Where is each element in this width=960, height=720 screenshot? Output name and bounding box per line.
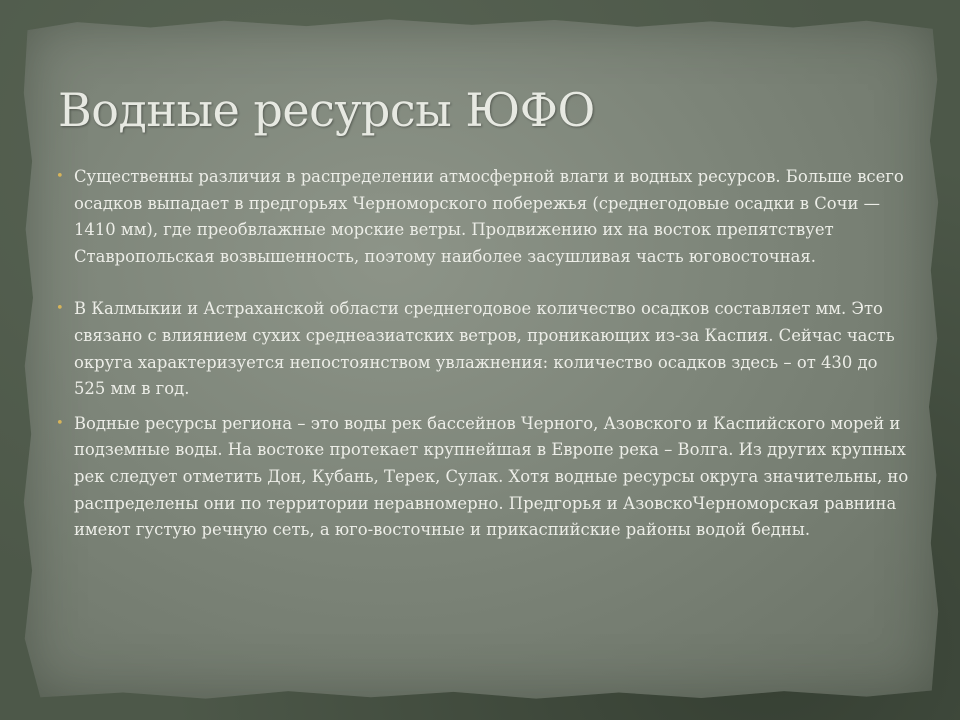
slide-title: Водные ресурсы ЮФО bbox=[58, 83, 595, 137]
bullet-item-precipitation bbox=[56, 164, 911, 270]
bullet-item-kalmykia bbox=[56, 296, 911, 402]
bullet-marker-icon: • bbox=[56, 301, 64, 317]
bullet-item-water-resources bbox=[56, 411, 911, 544]
bullet-text: Водные ресурсы региона – это воды рек бассейнов Черного, Азовского и Каспийского морей и подземные воды. На востоке протекает крупнейшая в Европе река – Волга. Из других крупных рек следует отметить Дон, Кубань, Терек, Сулак. Хотя водные ресурсы округа значительны, но распределены они по территории неравномерно. Предгорья и АзовскоЧерноморская равнина имеют густую речную сеть, а юго-восточные и прикаспийские районы водой бедны. bbox=[74, 413, 909, 540]
bullet-text: В Калмыкии и Астраханской области среднегодовое количество осадков составляет мм. Это связано с влиянием сухих среднеазиатских ветров, проникающих из-за Каспия. Сейчас часть округа характеризуется непостоянством увлажнения: количество осадков здесь – от 430 до 525 мм в год. bbox=[74, 299, 895, 399]
bullet-text: Существенны различия в распределении атмосферной влаги и водных ресурсов. Больше всего осадков выпадает в предгорьях Черноморского побережья (среднегодовые осадки в Сочи — 1410 мм), где преобвлажные морские ветры. Продвижению их на восток препятствует Ставропольская возвышенность, поэтому наиболее засушливая часть юговосточная. bbox=[74, 167, 904, 266]
bullet-list bbox=[56, 164, 911, 544]
bullet-marker-icon: • bbox=[56, 415, 64, 431]
bullet-marker-icon: • bbox=[56, 169, 64, 184]
